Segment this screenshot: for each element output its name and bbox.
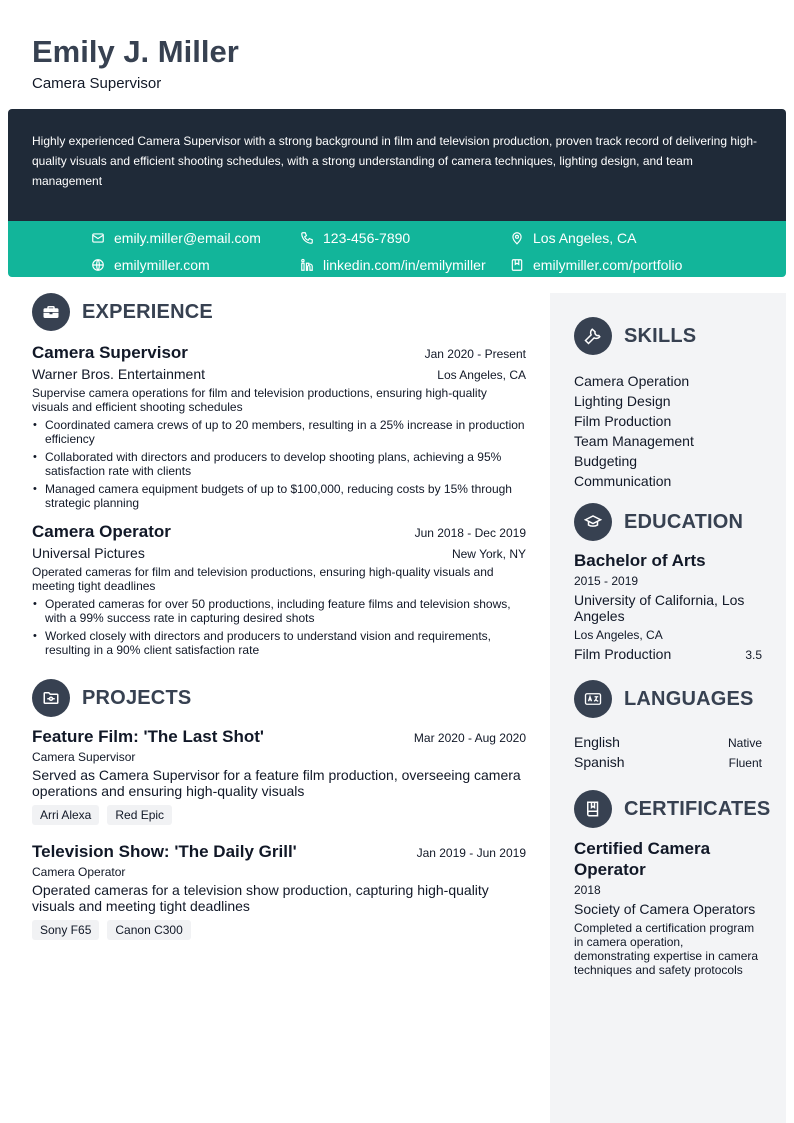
bookmark-icon — [510, 258, 524, 272]
certificate-issuer: Society of Camera Operators — [574, 901, 756, 917]
wrench-icon — [574, 317, 612, 355]
candidate-title: Camera Supervisor — [32, 75, 162, 92]
skill-item: Film Production — [574, 413, 672, 429]
project-description: Served as Camera Supervisor for a feature film production, overseeing camera operations and ensuring high-quality visuals — [32, 767, 521, 799]
language-level: Fluent — [728, 756, 762, 770]
project-role: Camera Supervisor — [32, 750, 136, 764]
summary-banner: Highly experienced Camera Supervisor with a strong background in film and television production, proven track record of delivering high-quality visuals and efficient shooting schedules, with a strong understanding of camera techniques, lighting design, and team management — [8, 109, 786, 221]
job-description: Supervise camera operations for film and television productions, ensuring high-quality visuals and efficient shooting schedules — [32, 386, 487, 414]
experience-title: EXPERIENCE — [82, 300, 213, 323]
graduation-cap-icon — [574, 503, 612, 541]
linkedin-text: linkedin.com/in/emilymiller — [323, 256, 486, 273]
phone-icon — [300, 231, 314, 245]
book-icon — [574, 790, 612, 828]
language-level: Native — [727, 736, 762, 750]
job-bullets — [32, 418, 526, 510]
degree: Bachelor of Arts — [574, 551, 706, 570]
skill-item: Lighting Design — [574, 393, 671, 409]
field-of-study: Film Production — [574, 646, 672, 662]
project-description: Operated cameras for a television show production, capturing high-quality visuals and meeting tight deadlines — [32, 882, 489, 914]
skill-item: Communication — [574, 473, 672, 489]
job-bullets — [32, 597, 526, 657]
education-heading — [574, 503, 762, 541]
skills-heading — [574, 317, 762, 355]
project-date: Mar 2020 - Aug 2020 — [413, 731, 526, 745]
candidate-name: Emily J. Miller — [32, 34, 239, 69]
linkedin-icon — [300, 258, 314, 272]
project-entry — [32, 727, 526, 825]
translate-icon — [574, 680, 612, 718]
tag: Sony F65 — [32, 920, 99, 940]
job-date: Jan 2020 - Present — [424, 347, 526, 361]
job-location: New York, NY — [451, 547, 526, 561]
job-title: Camera Operator — [32, 522, 171, 541]
project-title: Feature Film: 'The Last Shot' — [32, 727, 264, 746]
job-date: Jun 2018 - Dec 2019 — [414, 526, 526, 540]
bullet-item: • Coordinated camera crews of up to 20 members, resulting in a 25% increase in production efficiency — [32, 418, 526, 446]
projects-title: PROJECTS — [82, 686, 192, 709]
bullet-item: • Worked closely with directors and producers to understand vision and requirements, resulting in a 90% client satisfaction rate — [32, 629, 526, 657]
mail-icon — [91, 231, 105, 245]
certificate-name: Certified Camera Operator — [574, 839, 711, 879]
folder-icon — [32, 679, 70, 717]
skills-title: SKILLS — [624, 324, 697, 347]
contact-email[interactable] — [91, 228, 300, 248]
main-column — [32, 293, 526, 940]
skills-list — [574, 371, 762, 491]
company-name: Warner Bros. Entertainment — [32, 366, 205, 382]
bullet-item: • Managed camera equipment budgets of up to $100,000, reducing costs by 15% through strategic planning — [32, 482, 526, 510]
project-tags — [32, 805, 526, 825]
certificate-year: 2018 — [574, 883, 601, 897]
project-entry — [32, 842, 526, 940]
languages-title: LANGUAGES — [624, 687, 754, 710]
certificate-entry — [574, 838, 762, 977]
project-title: Television Show: 'The Daily Grill' — [32, 842, 297, 861]
job-location: Los Angeles, CA — [437, 368, 526, 382]
languages-heading — [574, 680, 762, 718]
tag: Canon C300 — [107, 920, 190, 940]
certificates-heading — [574, 790, 771, 828]
job-title: Camera Supervisor — [32, 343, 188, 362]
resume-header — [32, 34, 239, 92]
portfolio-text: emilymiller.com/portfolio — [533, 256, 683, 273]
skill-item: Budgeting — [574, 453, 638, 469]
certificate-description: Completed a certification program in camera operation, demonstrating expertise in camera techniques and safety protocols — [574, 921, 759, 977]
contact-linkedin[interactable] — [300, 255, 510, 275]
phone-text: 123-456-7890 — [323, 230, 411, 246]
gpa: 3.5 — [745, 648, 762, 662]
projects-heading — [32, 679, 526, 717]
briefcase-icon — [32, 293, 70, 331]
sidebar — [550, 293, 786, 1123]
experience-entry — [32, 522, 526, 657]
location-text: Los Angeles, CA — [533, 230, 637, 246]
experience-entry — [32, 343, 526, 510]
company-name: Universal Pictures — [32, 545, 145, 561]
education-title: EDUCATION — [624, 510, 744, 533]
contact-website[interactable] — [91, 255, 300, 275]
languages-list — [574, 732, 762, 772]
project-role: Camera Operator — [32, 865, 126, 879]
certificates-title: CERTIFICATES — [624, 797, 771, 820]
bullet-item: • Operated cameras for over 50 productions, including feature films and television shows, with a 99% success rate in capturing desired shots — [32, 597, 526, 625]
tag: Red Epic — [107, 805, 172, 825]
bullet-item: • Collaborated with directors and producers to develop shooting plans, achieving a 95% satisfaction rate with clients — [32, 450, 526, 478]
project-tags — [32, 920, 526, 940]
email-text: emily.miller@email.com — [114, 230, 261, 246]
contact-bar — [8, 221, 786, 277]
globe-icon — [91, 258, 105, 272]
project-date: Jan 2019 - Jun 2019 — [416, 846, 526, 860]
experience-heading — [32, 293, 526, 331]
school-location: Los Angeles, CA — [574, 628, 663, 642]
contact-phone[interactable] — [300, 228, 510, 248]
language-name: Spanish — [574, 754, 625, 770]
contact-portfolio[interactable] — [510, 255, 770, 275]
job-description: Operated cameras for film and television productions, ensuring high-quality visuals and meeting tight deadlines — [32, 565, 494, 593]
website-text: emilymiller.com — [114, 256, 210, 273]
contact-location — [510, 228, 770, 248]
education-years: 2015 - 2019 — [574, 574, 639, 588]
school-name: University of California, Los Angeles — [574, 592, 745, 624]
skill-item: Team Management — [574, 433, 694, 449]
tag: Arri Alexa — [32, 805, 99, 825]
map-pin-icon — [510, 231, 524, 245]
language-name: English — [574, 734, 620, 750]
skill-item: Camera Operation — [574, 373, 690, 389]
education-entry — [574, 551, 762, 662]
